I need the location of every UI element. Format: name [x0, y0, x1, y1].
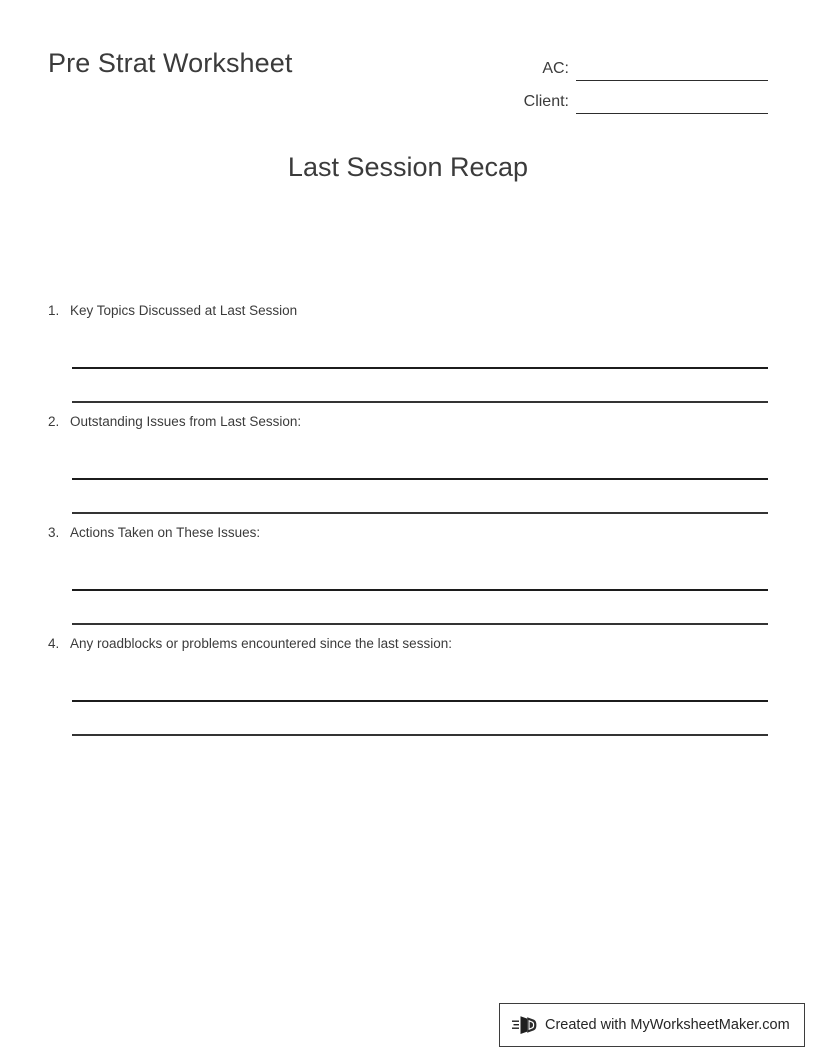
question-number: 4. [48, 636, 60, 651]
answer-lines [72, 446, 768, 514]
answer-lines [72, 668, 768, 736]
section-heading: Last Session Recap [287, 152, 529, 182]
question-item [48, 636, 768, 747]
question-item [48, 303, 768, 414]
ac-input[interactable] [576, 55, 768, 81]
questions-list [48, 303, 768, 747]
ac-label: AC: [542, 60, 569, 77]
question-number: 1. [48, 303, 60, 318]
question-text: Actions Taken on These Issues: [70, 525, 261, 540]
answer-line[interactable] [72, 480, 768, 514]
question-text: Any roadblocks or problems encountered since the last session: [70, 636, 452, 651]
page-title: Pre Strat Worksheet [48, 48, 293, 78]
answer-line[interactable] [72, 557, 768, 591]
meta-fields [488, 48, 768, 114]
answer-line[interactable] [72, 591, 768, 625]
client-field-row [488, 81, 768, 114]
answer-line[interactable] [72, 668, 768, 702]
question-number: 3. [48, 525, 60, 540]
question-heading [48, 636, 768, 652]
question-text: Key Topics Discussed at Last Session [70, 303, 298, 318]
client-label: Client: [523, 93, 569, 110]
created-with-badge[interactable] [499, 1003, 805, 1047]
answer-line[interactable] [72, 702, 768, 736]
question-number: 2. [48, 414, 60, 429]
ac-field-row [488, 48, 768, 81]
created-with-label: Created with MyWorksheetMaker.com [545, 1017, 790, 1033]
answer-lines [72, 557, 768, 625]
worksheet-maker-logo-icon [512, 1013, 538, 1037]
question-heading [48, 525, 768, 541]
question-item [48, 525, 768, 636]
answer-line[interactable] [72, 335, 768, 369]
question-heading [48, 414, 768, 430]
answer-lines [72, 335, 768, 403]
client-input[interactable] [576, 88, 768, 114]
answer-line[interactable] [72, 446, 768, 480]
answer-line[interactable] [72, 369, 768, 403]
question-item [48, 414, 768, 525]
question-heading [48, 303, 768, 319]
question-text: Outstanding Issues from Last Session: [70, 414, 302, 429]
